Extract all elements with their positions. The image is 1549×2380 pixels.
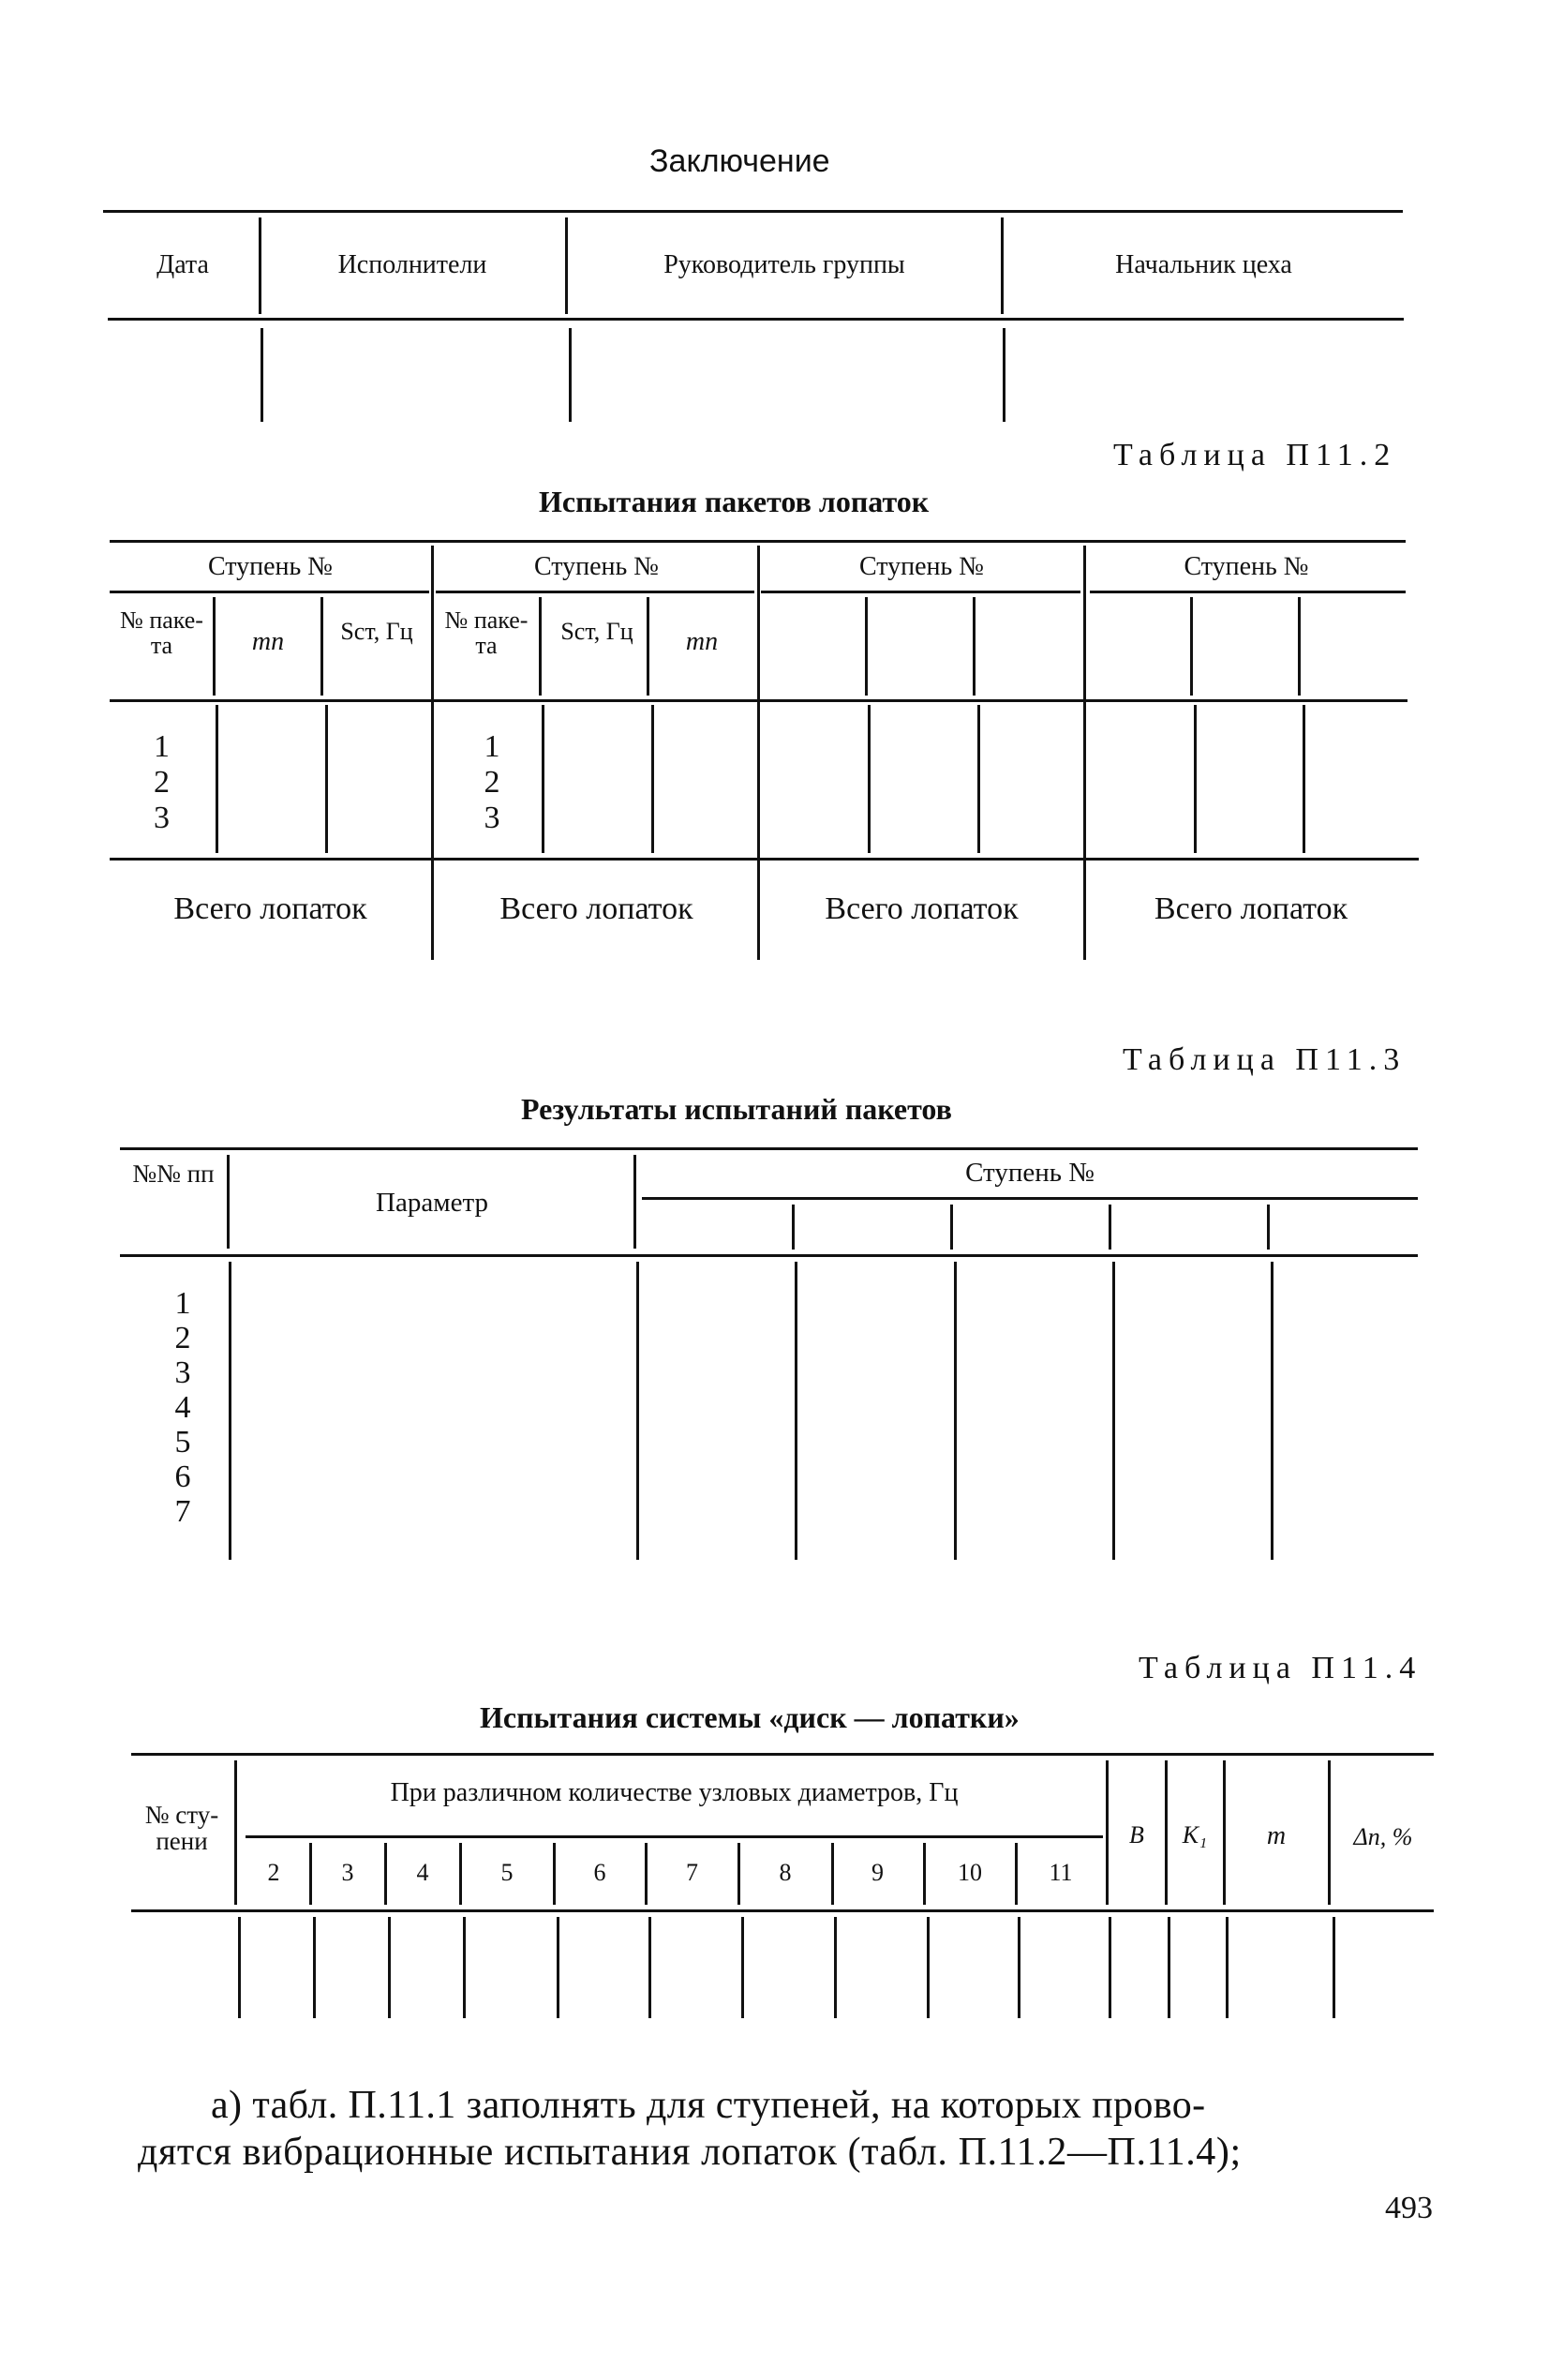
p11-2-packet-header: № паке- та xyxy=(444,606,529,660)
conclusion-header-date: Дата xyxy=(156,250,209,279)
p11-2-col-divider xyxy=(320,597,323,696)
p11-3-row-numbers xyxy=(141,1286,225,1529)
p11-4-diameter-header: 4 xyxy=(416,1859,429,1886)
table-row-number: 1 xyxy=(484,729,500,764)
p11-4-divider xyxy=(553,1843,556,1905)
table-row-number: 2 xyxy=(154,765,170,800)
p11-4-header-rule xyxy=(131,1909,1434,1912)
p11-4-b-header: B xyxy=(1129,1821,1144,1849)
conclusion-header-rule xyxy=(108,318,1404,321)
p11-4-k1-header: K₁ xyxy=(1182,1821,1208,1849)
p11-4-divider xyxy=(648,1917,651,2018)
p11-2-col-divider xyxy=(1298,597,1301,696)
p11-2-total: Всего лопаток xyxy=(499,891,693,926)
p11-2-stage-header: Ступень № xyxy=(207,552,334,581)
p11-2-sct-header: Sст, Гц xyxy=(340,618,413,645)
p11-3-top-rule xyxy=(120,1147,1418,1150)
p11-4-group-header: При различном количестве узловых диаметров, Гц xyxy=(390,1778,959,1807)
p11-4-stage-header: № сту- пени xyxy=(144,1801,219,1856)
p11-4-dn-header: Δn, % xyxy=(1353,1823,1413,1850)
conclusion-header-shop-head: Начальник цеха xyxy=(1115,250,1292,279)
p11-3-divider xyxy=(1267,1205,1270,1250)
conclusion-top-rule xyxy=(103,210,1403,213)
p11-4-divider xyxy=(234,1760,237,1905)
p11-2-row-numbers xyxy=(445,729,539,836)
p11-4-divider xyxy=(834,1917,837,2018)
p11-2-col-divider xyxy=(651,705,654,853)
p11-4-divider xyxy=(313,1917,316,2018)
p11-3-stage-rule xyxy=(642,1197,1418,1200)
p11-4-divider xyxy=(238,1917,241,2018)
p11-4-divider xyxy=(384,1843,387,1905)
table-row-number: 1 xyxy=(174,1286,191,1321)
p11-4-top-rule xyxy=(131,1753,1434,1756)
p11-4-divider xyxy=(1109,1917,1111,2018)
table-row-number: 2 xyxy=(174,1321,191,1355)
table-p11-4-label: Таблица П11.4 xyxy=(1139,1651,1422,1685)
p11-4-divider xyxy=(1165,1760,1168,1905)
p11-2-col-divider xyxy=(973,597,976,696)
p11-2-packet-header: № паке- та xyxy=(120,606,203,660)
p11-3-divider xyxy=(227,1155,230,1249)
conclusion-divider xyxy=(259,217,261,314)
p11-4-diameter-header: 7 xyxy=(686,1859,698,1886)
p11-4-divider xyxy=(1226,1917,1229,2018)
table-row-number: 3 xyxy=(484,801,500,835)
p11-4-diameter-header: 10 xyxy=(958,1859,982,1886)
p11-2-col-divider xyxy=(539,597,542,696)
p11-2-stage-header: Ступень № xyxy=(1184,552,1309,581)
p11-4-divider xyxy=(1168,1917,1170,2018)
table-row-number: 4 xyxy=(174,1390,191,1425)
p11-2-col-divider xyxy=(1194,705,1197,853)
p11-3-num-header: №№ пп xyxy=(132,1160,215,1188)
conclusion-divider xyxy=(569,328,572,422)
conclusion-divider xyxy=(565,217,568,314)
p11-4-divider xyxy=(463,1917,466,2018)
conclusion-divider xyxy=(261,328,263,422)
p11-3-divider xyxy=(795,1262,797,1560)
p11-2-col-divider xyxy=(977,705,980,853)
p11-2-group-divider xyxy=(431,546,434,960)
footer-paragraph-line-2: дятся вибрационные испытания лопаток (табл. П.11.2—П.11.4); xyxy=(138,2131,1242,2174)
p11-3-divider xyxy=(792,1205,795,1250)
page-number: 493 xyxy=(1385,2191,1433,2225)
p11-2-col-divider xyxy=(216,705,218,853)
p11-4-divider xyxy=(388,1917,391,2018)
p11-4-diameter-header: 5 xyxy=(500,1859,514,1886)
p11-2-mn-header: mn xyxy=(685,627,719,656)
p11-4-diameter-header: 2 xyxy=(267,1859,280,1886)
table-row-number: 3 xyxy=(174,1355,191,1390)
p11-3-divider xyxy=(950,1205,953,1250)
table-p11-2-title: Испытания пакетов лопаток xyxy=(539,485,930,518)
p11-3-divider xyxy=(636,1262,639,1560)
p11-2-col-divider xyxy=(1190,597,1193,696)
table-p11-3-title: Результаты испытаний пакетов xyxy=(521,1092,952,1126)
p11-2-mn-header: mn xyxy=(251,627,285,656)
p11-2-col-divider xyxy=(1303,705,1305,853)
conclusion-title: Заключение xyxy=(649,143,830,179)
p11-4-divider xyxy=(1223,1760,1226,1905)
p11-2-group-rule xyxy=(1090,591,1406,593)
p11-2-col-divider xyxy=(542,705,544,853)
p11-4-divider xyxy=(1106,1760,1109,1905)
p11-2-col-divider xyxy=(647,597,649,696)
p11-3-divider xyxy=(954,1262,957,1560)
p11-4-diameter-header: 11 xyxy=(1049,1859,1073,1886)
p11-4-divider xyxy=(1333,1917,1335,2018)
p11-2-group-rule xyxy=(436,591,754,593)
p11-2-col-divider xyxy=(213,597,216,696)
p11-3-divider xyxy=(1109,1205,1111,1250)
p11-2-group-rule xyxy=(110,591,429,593)
p11-2-total: Всего лопаток xyxy=(173,891,367,926)
table-row-number: 1 xyxy=(154,729,170,764)
conclusion-header-executors: Исполнители xyxy=(337,250,487,279)
p11-4-divider xyxy=(923,1843,926,1905)
p11-2-top-rule xyxy=(110,540,1406,543)
p11-4-diameter-header: 6 xyxy=(593,1859,606,1886)
p11-4-divider xyxy=(645,1843,648,1905)
p11-2-group-divider xyxy=(1083,546,1086,960)
p11-4-diameter-header: 3 xyxy=(341,1859,354,1886)
p11-2-stage-header: Ступень № xyxy=(533,552,660,581)
p11-3-param-header: Параметр xyxy=(376,1188,488,1218)
table-p11-2-label: Таблица П11.2 xyxy=(1113,438,1397,472)
conclusion-header-group-leader: Руководитель группы xyxy=(663,250,905,279)
p11-3-stage-header: Ступень № xyxy=(965,1158,1095,1188)
p11-3-divider xyxy=(1271,1262,1273,1560)
p11-4-diameter-header: 8 xyxy=(779,1859,792,1886)
p11-2-total: Всего лопаток xyxy=(825,891,1019,926)
table-row-number: 7 xyxy=(174,1494,191,1529)
table-row-number: 5 xyxy=(174,1425,191,1459)
p11-4-divider xyxy=(737,1843,740,1905)
p11-4-divider xyxy=(557,1917,559,2018)
p11-4-divider xyxy=(459,1843,462,1905)
p11-2-group-divider xyxy=(757,546,760,960)
p11-2-col-divider xyxy=(868,705,871,853)
p11-2-sct-header: Sст, Гц xyxy=(560,618,633,645)
p11-2-body-rule xyxy=(110,858,1419,861)
p11-4-divider xyxy=(1018,1917,1020,2018)
p11-2-row-numbers xyxy=(112,729,211,836)
p11-3-divider xyxy=(229,1262,231,1560)
p11-2-total: Всего лопаток xyxy=(1154,891,1348,926)
p11-4-divider xyxy=(309,1843,312,1905)
table-p11-4-title: Испытания системы «диск — лопатки» xyxy=(480,1700,1020,1734)
p11-4-m-header: m xyxy=(1266,1821,1287,1850)
p11-2-group-rule xyxy=(761,591,1080,593)
p11-4-divider xyxy=(1328,1760,1331,1905)
p11-4-diameter-header: 9 xyxy=(871,1859,884,1886)
p11-4-divider xyxy=(741,1917,744,2018)
conclusion-divider xyxy=(1003,328,1005,422)
conclusion-divider xyxy=(1001,217,1004,314)
p11-2-col-divider xyxy=(325,705,328,853)
p11-3-header-rule xyxy=(120,1254,1418,1257)
p11-2-stage-header: Ступень № xyxy=(858,552,985,581)
footer-paragraph-line-1: а) табл. П.11.1 заполнять для ступеней, на которых прово- xyxy=(211,2084,1206,2127)
p11-4-divider xyxy=(927,1917,930,2018)
table-row-number: 2 xyxy=(484,765,500,800)
table-row-number: 3 xyxy=(154,801,170,835)
table-row-number: 6 xyxy=(174,1459,191,1494)
p11-4-group-rule xyxy=(246,1835,1103,1838)
table-p11-3-label: Таблица П11.3 xyxy=(1123,1042,1407,1077)
p11-2-col-divider xyxy=(865,597,868,696)
p11-3-divider xyxy=(633,1155,636,1249)
p11-3-divider xyxy=(1112,1262,1115,1560)
